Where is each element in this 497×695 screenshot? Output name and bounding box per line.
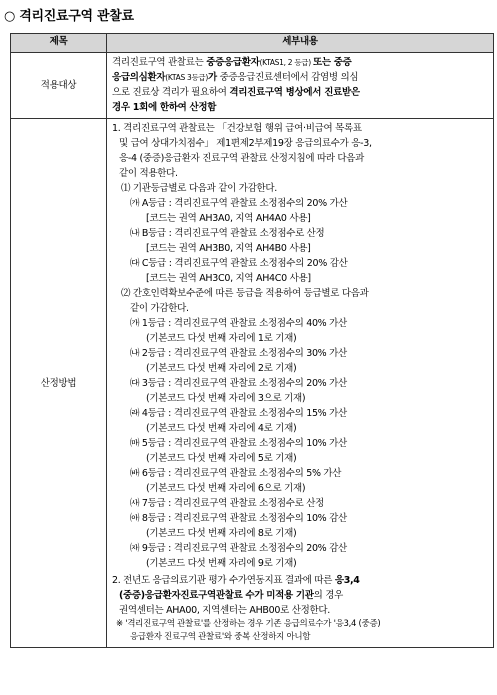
footnote: 응급환자 진료구역 관찰료'와 중복 산정하지 아니함 [130, 632, 311, 642]
list-item: [코드는 권역 AH3B0, 지역 AH4B0 사용] [146, 243, 311, 254]
row-content-target: 격리진료구역 관찰료는 중증응급환자(KTAS1, 2 등급) 또는 중증 응급의심환자(KTAS 3등급)가 중증응급진료센터에서 감염병 의심 으로 진료상 격리가 필요하여 격리진료구역 병상에서 진료받은 경우 1회에 한하여 산정함 [107, 53, 494, 119]
table-row [11, 53, 494, 119]
list-item: [코드는 권역 AH3A0, 지역 AH4A0 사용] [146, 213, 311, 224]
list-item: ㈎ A등급 : 격리진료구역 관찰료 소정점수의 20% 가산 [130, 198, 348, 209]
list-item: (기본코드 다섯 번째 자리에 8로 기재) [146, 528, 297, 539]
list-item: [코드는 권역 AH3C0, 지역 AH4C0 사용] [146, 273, 311, 284]
list-item: ㈐ 3등급 : 격리진료구역 관찰료 소정점수의 20% 가산 [130, 378, 347, 389]
header-details: 세부내용 [107, 34, 494, 53]
list-item: 2. 전년도 응급의료기관 평가 수가연동지표 결과에 따른 응3,4 [112, 575, 360, 586]
table-header-row [11, 34, 494, 53]
list-item: 1. 격리진료구역 관찰료는 「건강보험 행위 급여·비급여 목록표 [112, 123, 362, 134]
list-item: (기본코드 다섯 번째 자리에 2로 기재) [146, 363, 297, 374]
fee-table [10, 33, 494, 648]
footnote: ※ '격리진료구역 관찰료'를 산정하는 경우 기존 응급의료수가 '응3,4 (중증) [116, 619, 381, 629]
list-item: (기본코드 다섯 번째 자리에 5로 기재) [146, 453, 297, 464]
list-item: (기본코드 다섯 번째 자리에 6으로 기재) [146, 483, 306, 494]
list-item: ⑴ 기관등급별로 다음과 같이 가감한다. [121, 183, 277, 194]
list-item: ㈏ B등급 : 격리진료구역 관찰료 소정점수로 산정 [130, 228, 325, 239]
list-item: ㈖ 9등급 : 격리진료구역 관찰료 소정점수의 20% 감산 [130, 543, 347, 554]
row-content-method [107, 119, 494, 648]
list-item: ㈑ 4등급 : 격리진료구역 관찰료 소정점수의 15% 가산 [130, 408, 347, 419]
table-row [11, 119, 494, 648]
row-label-target: 적용대상 [11, 53, 107, 119]
section-title: ○ 격리진료구역 관찰료 [4, 9, 134, 24]
header-title: 제목 [11, 34, 107, 53]
list-item: ㈏ 2등급 : 격리진료구역 관찰료 소정점수의 30% 가산 [130, 348, 347, 359]
list-item: ㈔ 7등급 : 격리진료구역 관찰료 소정점수로 산정 [130, 498, 324, 509]
list-item: ㈕ 8등급 : 격리진료구역 관찰료 소정점수의 10% 감산 [130, 513, 347, 524]
list-item: 권역센터는 AHA00, 지역센터는 AHB00로 산정한다. [119, 605, 330, 616]
list-item: ㈎ 1등급 : 격리진료구역 관찰료 소정점수의 40% 가산 [130, 318, 347, 329]
list-item: (기본코드 다섯 번째 자리에 4로 기재) [146, 423, 297, 434]
list-item: ⑵ 간호인력확보수준에 따른 등급을 적용하여 등급별로 다음과 [121, 288, 369, 299]
list-item: ㈒ 5등급 : 격리진료구역 관찰료 소정점수의 10% 가산 [130, 438, 347, 449]
list-item: (기본코드 다섯 번째 자리에 1로 기재) [146, 333, 297, 344]
list-item: 같이 가감한다. [130, 303, 189, 314]
list-item: (중증)응급환자진료구역관찰료 수가 미적용 기관의 경우 [119, 590, 344, 601]
list-item: 응-4 (중증)응급환자 진료구역 관찰료 산정지침에 따라 다음과 [119, 153, 365, 164]
list-item: (기본코드 다섯 번째 자리에 9로 기재) [146, 558, 297, 569]
list-item: 같이 적용한다. [119, 168, 178, 179]
list-item: ㈓ 6등급 : 격리진료구역 관찰료 소정점수의 5% 가산 [130, 468, 342, 479]
row-label-method: 산정방법 [11, 119, 107, 648]
list-item: 및 급여 상대가치점수」 제1편제2부제19장 응급의료수가 응-3, [119, 138, 372, 149]
list-item: ㈐ C등급 : 격리진료구역 관찰료 소정점수의 20% 감산 [130, 258, 348, 269]
list-item: (기본코드 다섯 번째 자리에 3으로 기재) [146, 393, 306, 404]
